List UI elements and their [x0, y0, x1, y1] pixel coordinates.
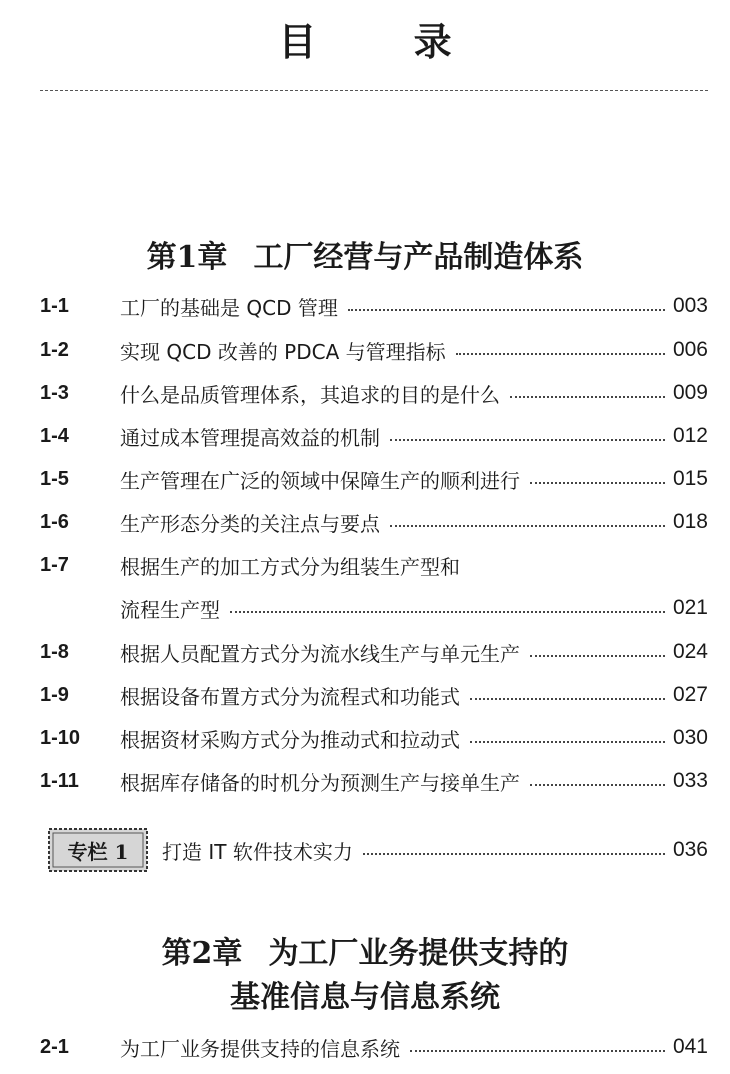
dot-leader [348, 307, 665, 311]
entry-title-continued: 流程生产型 [120, 597, 220, 622]
entry-page: 012 [672, 424, 708, 447]
chapter-heading [0, 932, 730, 976]
entry-title: 实现 QCD 改善的 PDCA 与管理指标 [120, 339, 446, 364]
dot-leader [530, 782, 665, 786]
entry-page: 006 [672, 338, 708, 361]
toc-entry[interactable] [40, 718, 708, 758]
entry-page: 009 [672, 381, 708, 404]
toc-entry[interactable] [40, 632, 708, 672]
toc-entry[interactable] [40, 675, 708, 715]
dot-leader [510, 394, 665, 398]
entry-title: 通过成本管理提高效益的机制 [120, 425, 380, 450]
dot-leader [530, 480, 665, 484]
toc-entry-continuation[interactable] [40, 588, 708, 628]
dot-leader [390, 437, 665, 441]
toc-entry[interactable] [40, 373, 708, 413]
entry-title: 什么是品质管理体系，其追求的目的是什么 [120, 382, 500, 407]
entry-number: 1-5 [40, 467, 69, 490]
dot-leader [230, 609, 665, 613]
entry-number: 2-1 [40, 1035, 69, 1058]
chapter-number: 第2章 [161, 936, 243, 971]
dot-leader [456, 351, 665, 355]
column-badge [46, 826, 150, 874]
chapter-heading-line2 [0, 976, 730, 1020]
column-page: 036 [672, 838, 708, 861]
entry-number: 1-10 [40, 726, 81, 749]
dot-leader [410, 1048, 665, 1052]
chapter-heading [0, 236, 730, 280]
chapter-title: 工厂经营与产品制造体系 [253, 240, 584, 275]
entry-title: 根据资材采购方式分为推动式和拉动式 [120, 727, 460, 752]
entry-number: 1-1 [40, 294, 69, 317]
toc-entry[interactable] [40, 761, 708, 801]
entry-title: 根据库存储备的时机分为预测生产与接单生产 [120, 770, 520, 795]
entry-title: 生产形态分类的关注点与要点 [120, 511, 380, 536]
entry-title: 工厂的基础是 QCD 管理 [120, 295, 338, 320]
toc-entry[interactable] [40, 502, 708, 542]
page-title: 目 录 [278, 20, 494, 64]
entry-title: 为工厂业务提供支持的信息系统 [120, 1036, 400, 1061]
dot-leader [390, 523, 665, 527]
entry-number: 1-2 [40, 338, 69, 361]
entry-number: 1-7 [40, 553, 69, 576]
toc-entry[interactable] [40, 545, 708, 585]
entry-number: 1-3 [40, 381, 69, 404]
chapter-title-line2: 基准信息与信息系统 [230, 980, 500, 1015]
dot-leader [530, 653, 665, 657]
toc-entry[interactable] [40, 330, 708, 370]
entry-page: 015 [672, 467, 708, 490]
entry-number: 1-9 [40, 683, 69, 706]
column-title: 打造 IT 软件技术实力 [162, 839, 353, 864]
entry-title: 根据生产的加工方式分为组装生产型和 [120, 554, 460, 579]
entry-number: 1-8 [40, 640, 69, 663]
column-badge-label: 专栏 1 [67, 839, 129, 864]
entry-number: 1-11 [40, 769, 79, 792]
toc-entry[interactable] [40, 1027, 708, 1067]
chapter-number: 第1章 [146, 240, 228, 275]
entry-title: 根据人员配置方式分为流水线生产与单元生产 [120, 641, 520, 666]
entry-title: 根据设备布置方式分为流程式和功能式 [120, 684, 460, 709]
toc-entry[interactable] [40, 459, 708, 499]
entry-page: 018 [672, 510, 708, 533]
dot-leader [470, 739, 665, 743]
dot-leader [363, 851, 665, 855]
dot-leader [470, 696, 665, 700]
entry-title: 生产管理在广泛的领域中保障生产的顺利进行 [120, 468, 520, 493]
column-entry[interactable] [162, 830, 708, 870]
entry-page: 024 [672, 640, 708, 663]
entry-number: 1-6 [40, 510, 69, 533]
toc-entry[interactable] [40, 286, 708, 326]
toc-entry[interactable] [40, 416, 708, 456]
chapter-title: 为工厂业务提供支持的 [268, 936, 569, 971]
entry-number: 1-4 [40, 424, 69, 447]
entry-page: 041 [672, 1035, 708, 1058]
entry-page: 030 [672, 726, 708, 749]
entry-page: 021 [672, 596, 708, 619]
entry-page: 027 [672, 683, 708, 706]
title-divider [40, 90, 708, 91]
entry-page: 033 [672, 769, 708, 792]
entry-page: 003 [672, 294, 708, 317]
